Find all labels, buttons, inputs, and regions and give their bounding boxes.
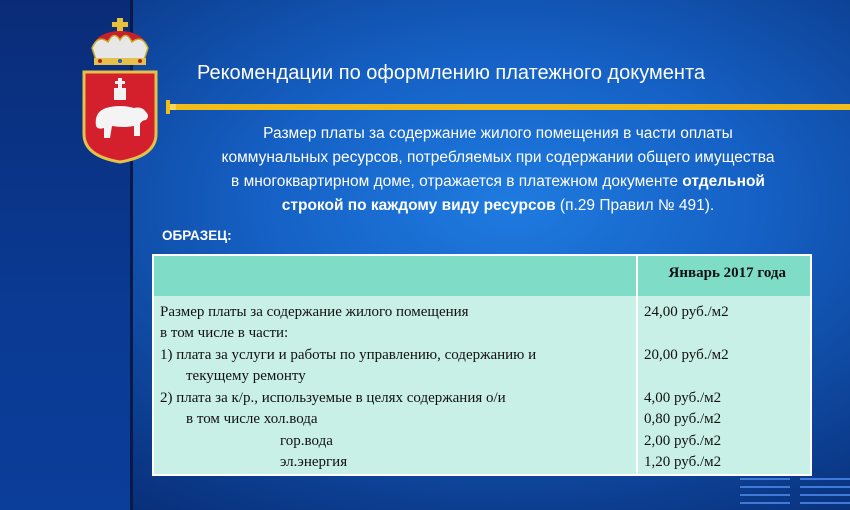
- table-column-separator: [636, 256, 638, 474]
- sample-label: ОБРАЗЕЦ:: [162, 228, 232, 243]
- paragraph-line-3-bold: отдельной: [682, 173, 765, 190]
- paragraph-line-2: коммунальных ресурсов, потребляемых при содержании общего имущества: [221, 149, 775, 166]
- paragraph-line-4: [168, 194, 828, 218]
- table-row-value: 4,00 руб./м2: [644, 390, 722, 406]
- paragraph-line-3-text: в многоквартирном доме, отражается в платежном документе: [231, 173, 683, 190]
- paragraph-line-4-text: (п.29 Правил № 491).: [555, 197, 715, 214]
- table-row-value: 0,80 руб./м2: [644, 411, 722, 427]
- table-row-text: Размер платы за содержание жилого помещения: [160, 304, 469, 320]
- table-header: [154, 256, 810, 298]
- table-row-value: 20,00 руб./м2: [644, 347, 729, 363]
- main-paragraph: [168, 122, 828, 218]
- table-row-text: 1) плата за услуги и работы по управлению, содержанию и: [160, 347, 537, 363]
- table-row-text: гор.вода: [280, 433, 333, 449]
- decorative-corner-lines: [700, 470, 850, 510]
- table-row-text: 2) плата за к/р., используемые в целях содержания о/и: [160, 390, 506, 406]
- table-row-text: в том числе хол.вода: [186, 411, 318, 427]
- table-row-value: 2,00 руб./м2: [644, 433, 722, 449]
- table-body: [154, 296, 810, 474]
- table-row-text: текущему ремонту: [186, 368, 306, 384]
- table-header-date: Январь 2017 года: [668, 265, 786, 281]
- paragraph-line-4-bold: строкой по каждому виду ресурсов: [281, 197, 556, 214]
- paragraph-line-3: [168, 170, 828, 194]
- perm-coat-of-arms-icon: [78, 16, 162, 164]
- table-row-text: в том числе в части:: [160, 325, 289, 341]
- table-row-value: 1,20 руб./м2: [644, 454, 722, 470]
- title-underline: [170, 104, 850, 110]
- paragraph-line-1: Размер платы за содержание жилого помещения в части оплаты: [263, 125, 733, 142]
- page-title: Рекомендации по оформлению платежного документа: [197, 62, 706, 84]
- sample-table: [152, 254, 812, 476]
- table-row-value: 24,00 руб./м2: [644, 304, 729, 320]
- table-row-text: эл.энергия: [280, 454, 348, 470]
